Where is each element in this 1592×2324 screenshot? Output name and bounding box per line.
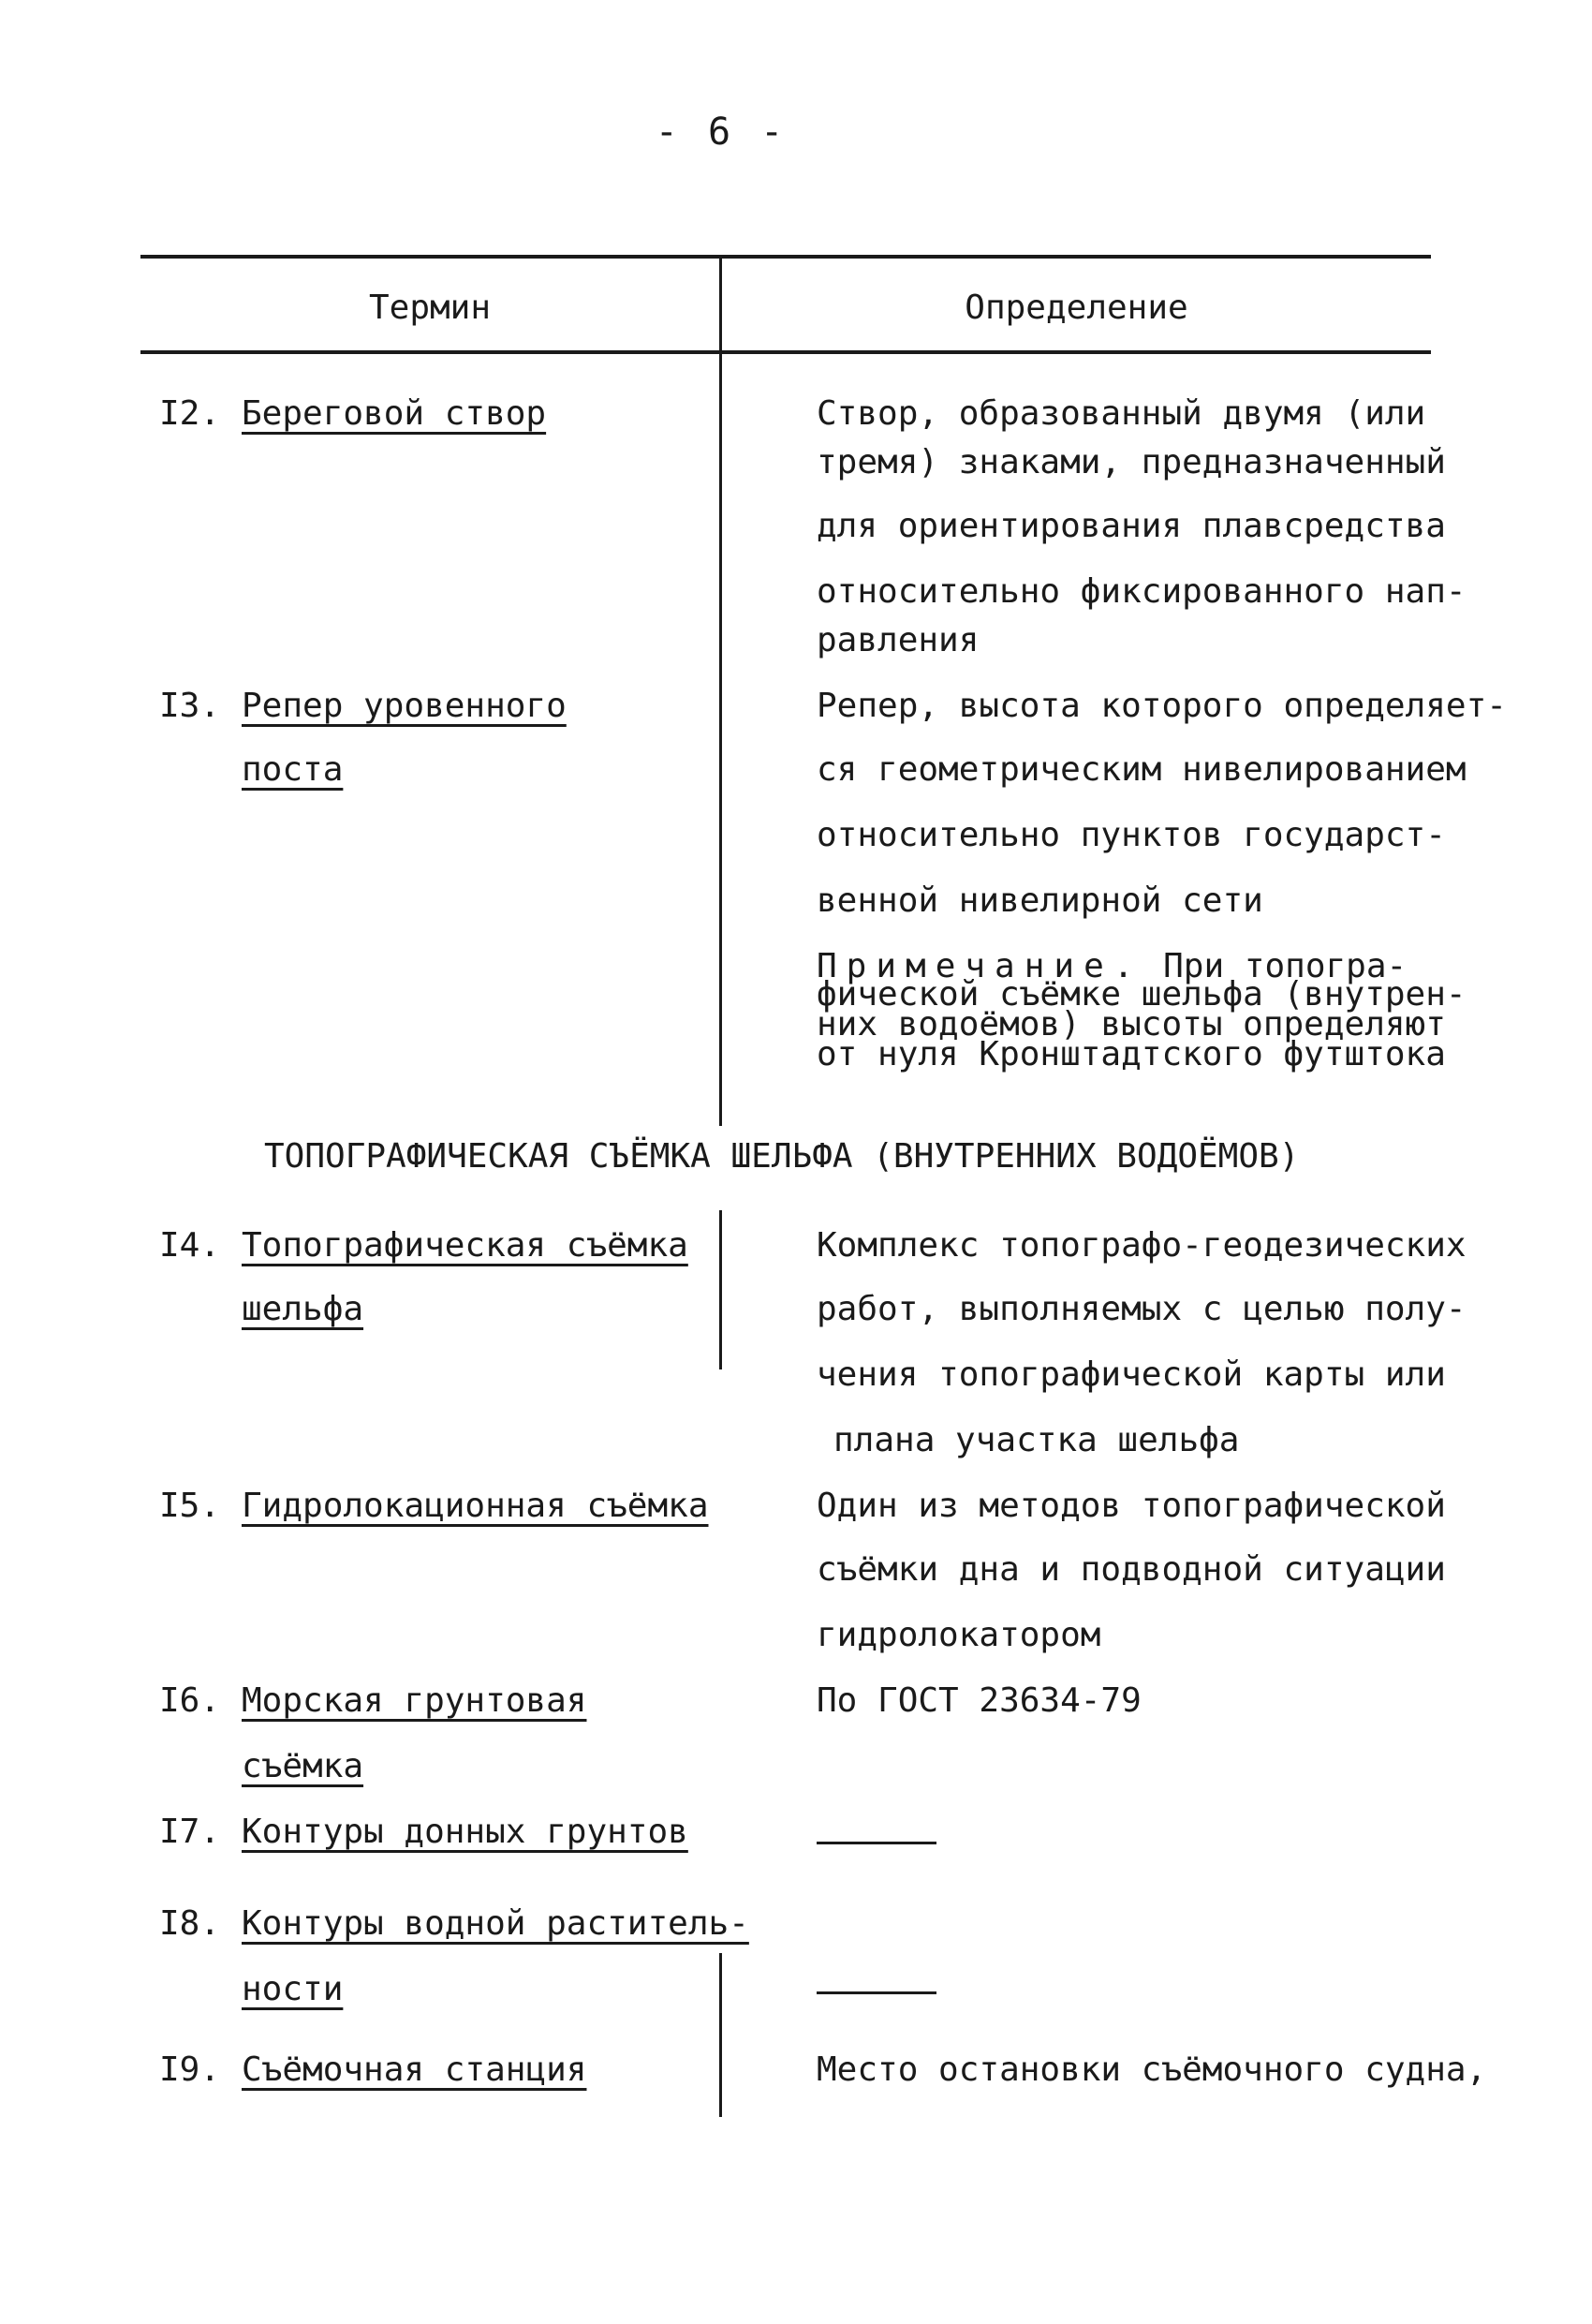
definition-line: относительно фиксированного нап-: [817, 572, 1467, 611]
term-text: шельфа: [242, 1290, 364, 1328]
definition-line: плана участка шельфа: [833, 1421, 1240, 1459]
entry-number: I2.: [159, 394, 221, 433]
definition-line: тремя) знаками, предназначенный: [817, 443, 1446, 481]
empty-definition-dash: [817, 1991, 936, 1994]
note-line: от нуля Кронштадтского футштока: [817, 1035, 1446, 1073]
entry-number: I6.: [159, 1681, 221, 1720]
entry-number: I7.: [159, 1813, 221, 1851]
term-text: Съёмочная станция: [242, 2050, 587, 2089]
term-text: Репер уровенного: [242, 687, 567, 725]
note-label: Примечание.: [817, 947, 1143, 985]
definition-line: равления: [817, 621, 980, 659]
definition-line: работ, выполняемых с целью полу-: [817, 1290, 1467, 1328]
entry-number: I3.: [159, 687, 221, 725]
note-line: них водоёмов) высоты определяют: [817, 1005, 1446, 1044]
definition-line: Репер, высота которого определяет-: [817, 687, 1507, 725]
definition-line: Один из методов топографической: [817, 1487, 1446, 1525]
definition-line: относительно пунктов государст-: [817, 816, 1446, 854]
note-text: При топогра-: [1142, 947, 1408, 985]
term-text: Топографическая съёмка: [242, 1226, 688, 1265]
term-text: ности: [242, 1970, 344, 2008]
entry-number: I4.: [159, 1226, 221, 1265]
term-text: Контуры водной раститель-: [242, 1904, 749, 1943]
term-text: поста: [242, 750, 344, 789]
definition-line: венной нивелирной сети: [817, 881, 1263, 920]
note-line: фической съёмке шельфа (внутрен-: [817, 975, 1467, 1014]
empty-definition-dash: [817, 1842, 936, 1844]
definition-line: Комплекс топографо-геодезических: [817, 1226, 1467, 1265]
table-header-rule: [140, 350, 1431, 354]
term-text: Морская грунтовая: [242, 1681, 587, 1720]
column-divider-bottom-2: [719, 1953, 722, 2117]
term-text: Береговой створ: [242, 394, 547, 433]
definition-line: съёмки дна и подводной ситуации: [817, 1550, 1446, 1589]
definition-line: для ориентирования плавсредства: [817, 507, 1446, 545]
definition-line: гидролокатором: [817, 1616, 1101, 1654]
term-text: съёмка: [242, 1747, 364, 1785]
definition-line: ся геометрическим нивелированием: [817, 750, 1467, 789]
entry-number: I8.: [159, 1904, 221, 1943]
entry-number: I5.: [159, 1487, 221, 1525]
column-divider-top: [719, 255, 722, 1126]
page-number: - 6 -: [655, 111, 788, 154]
definition-line: По ГОСТ 23634-79: [817, 1681, 1142, 1720]
definition-line: чения топографической карты или: [817, 1355, 1446, 1394]
entry-number: I9.: [159, 2050, 221, 2089]
definition-line: Место остановки съёмочного судна,: [817, 2050, 1487, 2089]
header-term: Термин: [368, 289, 492, 327]
definition-line: Створ, образованный двумя (или: [817, 394, 1426, 433]
section-title: ТОПОГРАФИЧЕСКАЯ СЪЁМКА ШЕЛЬФА (ВНУТРЕННИХ ВОДОЁМОВ): [264, 1137, 1300, 1176]
term-text: Гидролокационная съёмка: [242, 1487, 709, 1525]
table-top-rule: [140, 255, 1431, 259]
header-definition: Определение: [965, 289, 1188, 327]
column-divider-bottom: [719, 1210, 722, 1369]
term-text: Контуры донных грунтов: [242, 1813, 688, 1851]
